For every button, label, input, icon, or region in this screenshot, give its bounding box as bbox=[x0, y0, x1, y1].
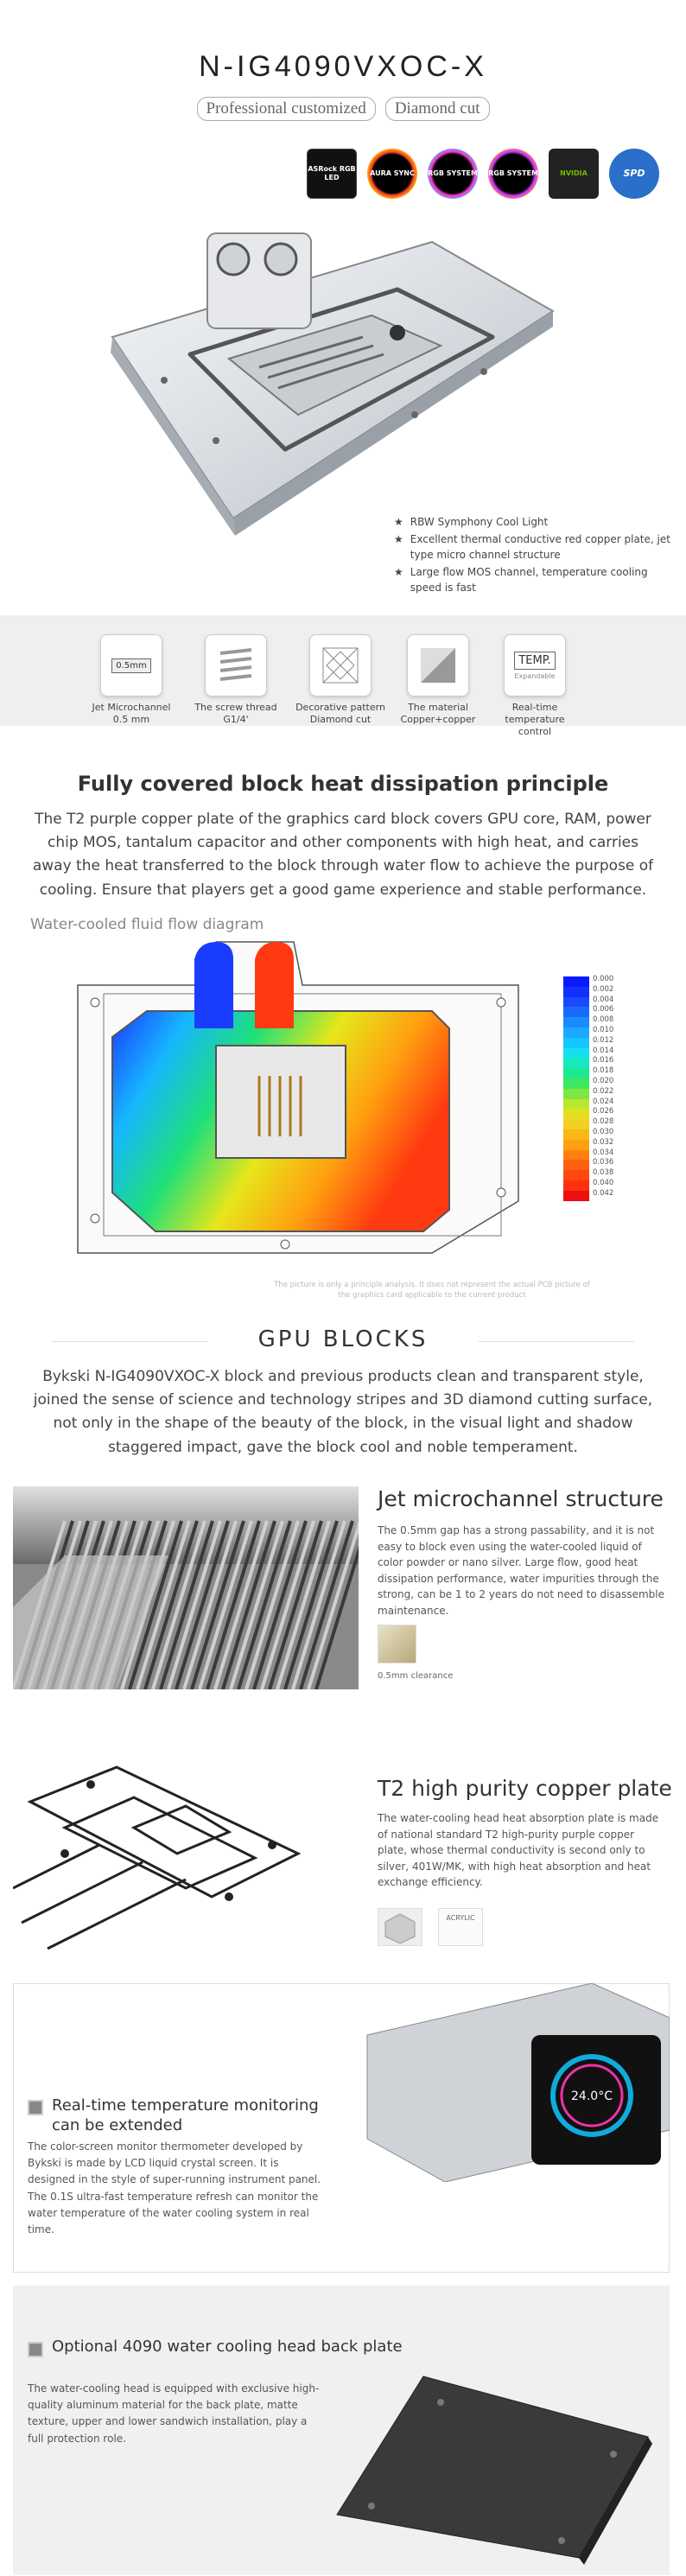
bullet-text: Large flow MOS channel, temperature cooling speed is fast bbox=[410, 566, 648, 594]
tag-diamond: Diamond cut bbox=[385, 97, 490, 121]
jet-title: Jet microchannel structure bbox=[378, 1486, 664, 1511]
temp-text: The color-screen monitor thermometer developed by Bykski is made by LCD liquid crystal screen. It is designed in the style of super-running instrument panel. The 0.1S ultra-fast temperature refresh can monitor the water temperature of the water cooling system in real time. bbox=[28, 2140, 321, 2236]
scale-tick: 0.026 bbox=[593, 1107, 614, 1116]
backplate-text: The water-cooling head is equipped with exclusive high-quality aluminum material for the back plate, matte texture, upper and lower sandwich installation, play a full protection role. bbox=[28, 2382, 320, 2445]
tag-row bbox=[0, 97, 686, 121]
scale-tick: 0.004 bbox=[593, 995, 614, 1004]
scale-tick: 0.024 bbox=[593, 1097, 614, 1106]
scale-tick: 0.014 bbox=[593, 1046, 614, 1055]
gpu-blocks-text: Bykski N-IG4090VXOC-X block and previous products clean and transparent style, joined the sense of science and technology stripes and 3D diamond cutting surface, not only in the shape of the beauty of the block, in the visual light and shadow staggered impact, gave the block cool and noble temperament. bbox=[33, 1368, 653, 1456]
copper-title: T2 high purity copper plate bbox=[378, 1776, 672, 1801]
gigabyte-rgb-icon: RGB SYSTEM bbox=[428, 149, 478, 199]
scale-tick: 0.022 bbox=[593, 1086, 614, 1096]
aura-sync-icon: AURA SYNC bbox=[367, 149, 417, 199]
product-title: N-IG4090VXOC-X bbox=[199, 50, 487, 83]
temp-control-icon bbox=[504, 634, 566, 696]
scale-tick: 0.032 bbox=[593, 1137, 614, 1147]
jet-text: The 0.5mm gap has a strong passability, and it is not easy to block even using the water-cooled liquid of color powder or nano silver. Large flow, good heat dissipation performance, water impurities through the strong, can be 1 to 2 years do not need to disassemble maintenance. bbox=[378, 1524, 664, 1617]
feature-strip bbox=[0, 615, 686, 737]
temp-badge: TEMP. bbox=[514, 652, 555, 670]
feature-material bbox=[391, 634, 486, 726]
heat-title: Fully covered block heat dissipation principle bbox=[77, 772, 609, 796]
scale-tick: 0.008 bbox=[593, 1015, 614, 1025]
backplate-render bbox=[320, 2350, 665, 2566]
scale-tick: 0.016 bbox=[593, 1056, 614, 1065]
star-icon: ★ bbox=[394, 516, 403, 528]
scale-tick: 0.036 bbox=[593, 1158, 614, 1167]
scale-labels bbox=[593, 975, 613, 1199]
jet-microchannel-photo bbox=[13, 1486, 359, 1689]
feature-label: Jet Microchannel 0.5 mm bbox=[92, 702, 171, 725]
bullet-item bbox=[394, 532, 670, 563]
copper-cube-icon bbox=[378, 1908, 422, 1946]
compat-logos bbox=[307, 149, 659, 199]
scale-tick: 0.000 bbox=[593, 975, 614, 983]
jet-badge: 0.5mm bbox=[111, 658, 150, 673]
color-scale bbox=[563, 976, 589, 1201]
square-bullet-icon bbox=[28, 2100, 43, 2115]
scale-tick: 0.030 bbox=[593, 1127, 614, 1136]
bullet-text: RBW Symphony Cool Light bbox=[410, 516, 549, 528]
clearance-label: 0.5mm clearance bbox=[378, 1671, 454, 1681]
spd-icon: SPD bbox=[609, 149, 659, 199]
feature-label: Real-time temperature control bbox=[505, 702, 565, 737]
square-bullet-icon bbox=[28, 2342, 43, 2357]
copper-plate-sketch bbox=[13, 1750, 311, 1953]
feature-bullets bbox=[394, 515, 670, 598]
clearance-icon bbox=[378, 1625, 416, 1663]
scale-tick: 0.002 bbox=[593, 984, 614, 994]
temp-sub: Expandable bbox=[514, 671, 556, 680]
scale-tick: 0.040 bbox=[593, 1178, 614, 1187]
bullet-item bbox=[394, 565, 670, 595]
scale-tick: 0.012 bbox=[593, 1035, 614, 1045]
feature-label: The material Copper+copper bbox=[400, 702, 476, 725]
product-header bbox=[0, 0, 686, 605]
feature-jet bbox=[84, 634, 179, 726]
flow-diagram bbox=[69, 933, 553, 1279]
scale-tick: 0.020 bbox=[593, 1076, 614, 1085]
material-icon bbox=[407, 634, 469, 696]
asrock-rgb-icon: ASRock RGB LED bbox=[307, 149, 357, 199]
star-icon: ★ bbox=[394, 533, 403, 546]
bullet-text: Excellent thermal conductive red copper plate, jet type micro channel structure bbox=[410, 533, 670, 561]
heat-text: The T2 purple copper plate of the graphics card block covers GPU core, RAM, power chip MOS, tantalum capacitor and other components with high heat, and carries away the heat transferred to the block through water flow to achieve the purpose of cooling. Ensure that players get a good game experience and stable performance. bbox=[32, 811, 654, 899]
feature-thread bbox=[188, 634, 283, 726]
temp-monitor-render bbox=[333, 1983, 670, 2182]
nvidia-icon: NVIDIA bbox=[549, 149, 599, 199]
diagram-caption: Water-cooled fluid flow diagram bbox=[30, 916, 264, 933]
acrylic-badge: ACRYLIC bbox=[438, 1908, 483, 1946]
scale-tick: 0.038 bbox=[593, 1168, 614, 1178]
feature-diamond bbox=[293, 634, 388, 726]
star-icon: ★ bbox=[394, 566, 403, 579]
scale-tick: 0.006 bbox=[593, 1005, 614, 1014]
diamond-cut-icon bbox=[309, 634, 372, 696]
scale-tick: 0.028 bbox=[593, 1117, 614, 1127]
scale-tick: 0.034 bbox=[593, 1148, 614, 1157]
jet-icon bbox=[100, 634, 162, 696]
feature-label: Decorative pattern Diamond cut bbox=[295, 702, 385, 725]
backplate-title: Optional 4090 water cooling head back plate bbox=[52, 2337, 403, 2356]
temp-title: Real-time temperature monitoring can be extended bbox=[52, 2096, 319, 2135]
screw-thread-icon bbox=[205, 634, 267, 696]
msi-rgb-icon: RGB SYSTEM bbox=[488, 149, 538, 199]
temp-display: 24.0°C bbox=[571, 2089, 613, 2103]
bullet-item bbox=[394, 515, 670, 530]
feature-temp bbox=[487, 634, 582, 737]
diagram-note: The picture is only a principle analysis. It does not represent the actual PCB picture of the graphics card applicable to the current product bbox=[274, 1281, 590, 1300]
scale-tick: 0.018 bbox=[593, 1066, 614, 1076]
gpu-blocks-title: GPU BLOCKS bbox=[257, 1326, 429, 1352]
scale-tick: 0.042 bbox=[593, 1188, 614, 1198]
feature-label: The screw thread G1/4' bbox=[194, 702, 277, 725]
copper-text: The water-cooling head heat absorption plate is made of national standard T2 high-purity purple copper plate, whose thermal conductivity is second only to silver, 401W/MK, with high heat absorption and heat exchange efficiency. bbox=[378, 1812, 659, 1889]
scale-tick: 0.010 bbox=[593, 1025, 614, 1034]
tag-professional: Professional customized bbox=[197, 97, 376, 121]
